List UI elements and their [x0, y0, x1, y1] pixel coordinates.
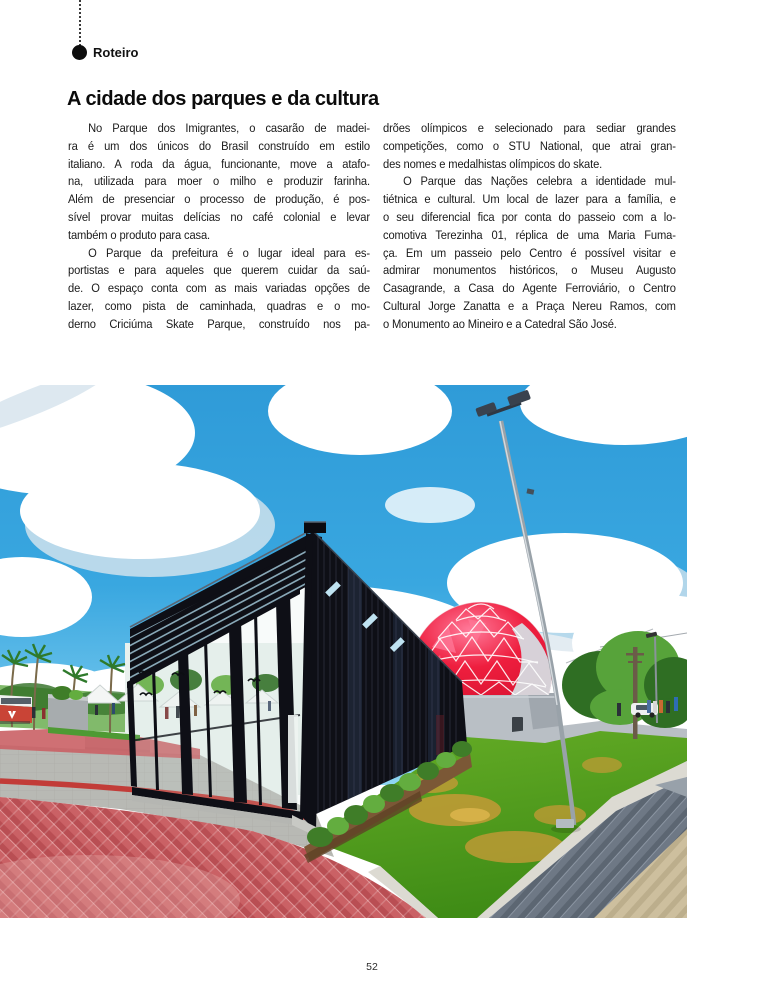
body-line: O Parque da prefeitura é o lugar ideal para es-: [88, 245, 370, 260]
body-line: sível provar muitas delícias no café colonial e levar: [68, 209, 370, 224]
body-line: ça. Em um passeio pelo Centro é possível visitar e: [383, 245, 676, 260]
body-line: Além de presenciar o processo de produção, é pos-: [68, 192, 370, 207]
roof-apex-cap: [304, 522, 326, 533]
body-line: ra é um dos únicos do Brasil construído em estilo: [68, 138, 370, 153]
body-line: admirar monumentos históricos, o Museu Augusto: [383, 263, 676, 278]
body-line: Casagrande, a Casa do Agente Ferroviário, o Centro: [383, 281, 676, 296]
body-line: O Parque das Nações celebra a identidade mul-: [403, 174, 676, 189]
text-column-right: [383, 120, 703, 334]
page-title: A cidade dos parques e da cultura: [67, 88, 379, 110]
body-line: competições, como o STU National, que atrai gran-: [383, 138, 676, 153]
body-line: Cultural Jorge Zanatta e a Praça Nereu Ramos, com: [383, 298, 676, 313]
park-photo: [0, 385, 687, 918]
body-line: o Monumento ao Mineiro e a Catedral São José.: [383, 316, 617, 331]
body-line: comotiva Terezinha 01, réplica de uma Maria Fuma-: [383, 227, 676, 242]
column-left-lines: [68, 120, 370, 334]
body-line: No Parque dos Imigrantes, o casarão de madei-: [88, 121, 370, 135]
body-line: tiétnica e cultural. Um local de lazer para a família, e: [383, 192, 676, 207]
body-line: des nomes e medalhistas olímpicos do skate.: [383, 156, 603, 171]
bullet-icon: [72, 45, 87, 60]
body-line: também o produto para casa.: [68, 227, 210, 242]
body-line: derno Criciúma Skate Parque, construído nos pa-: [68, 316, 370, 331]
utility-pole: [633, 647, 638, 739]
bus: [0, 695, 32, 724]
column-right-lines: [383, 120, 676, 334]
body-line: lazer, como pista de caminhada, quadras e o mo-: [68, 298, 370, 313]
section-kicker: [72, 45, 139, 60]
body-line: de. O espaço conta com as mais variadas opções de: [68, 281, 370, 296]
text-column-left: [68, 120, 398, 334]
body-line: portistas e para aqueles que querem cuidar da saú-: [68, 263, 370, 278]
kicker-dotted-rule: [79, 0, 81, 46]
section-label: Roteiro: [93, 45, 139, 60]
body-line: na, utilizada para moer o milho e produzir farinha.: [68, 174, 370, 189]
body-line: o seu diferencial fica por conta do passeio com a lo-: [383, 209, 676, 224]
body-line: drões olímpicos e selecionado para sediar grandes: [383, 121, 676, 135]
body-line: italiano. A roda da água, funcionante, move a atafo-: [68, 156, 370, 171]
page-number: 52: [366, 961, 378, 973]
